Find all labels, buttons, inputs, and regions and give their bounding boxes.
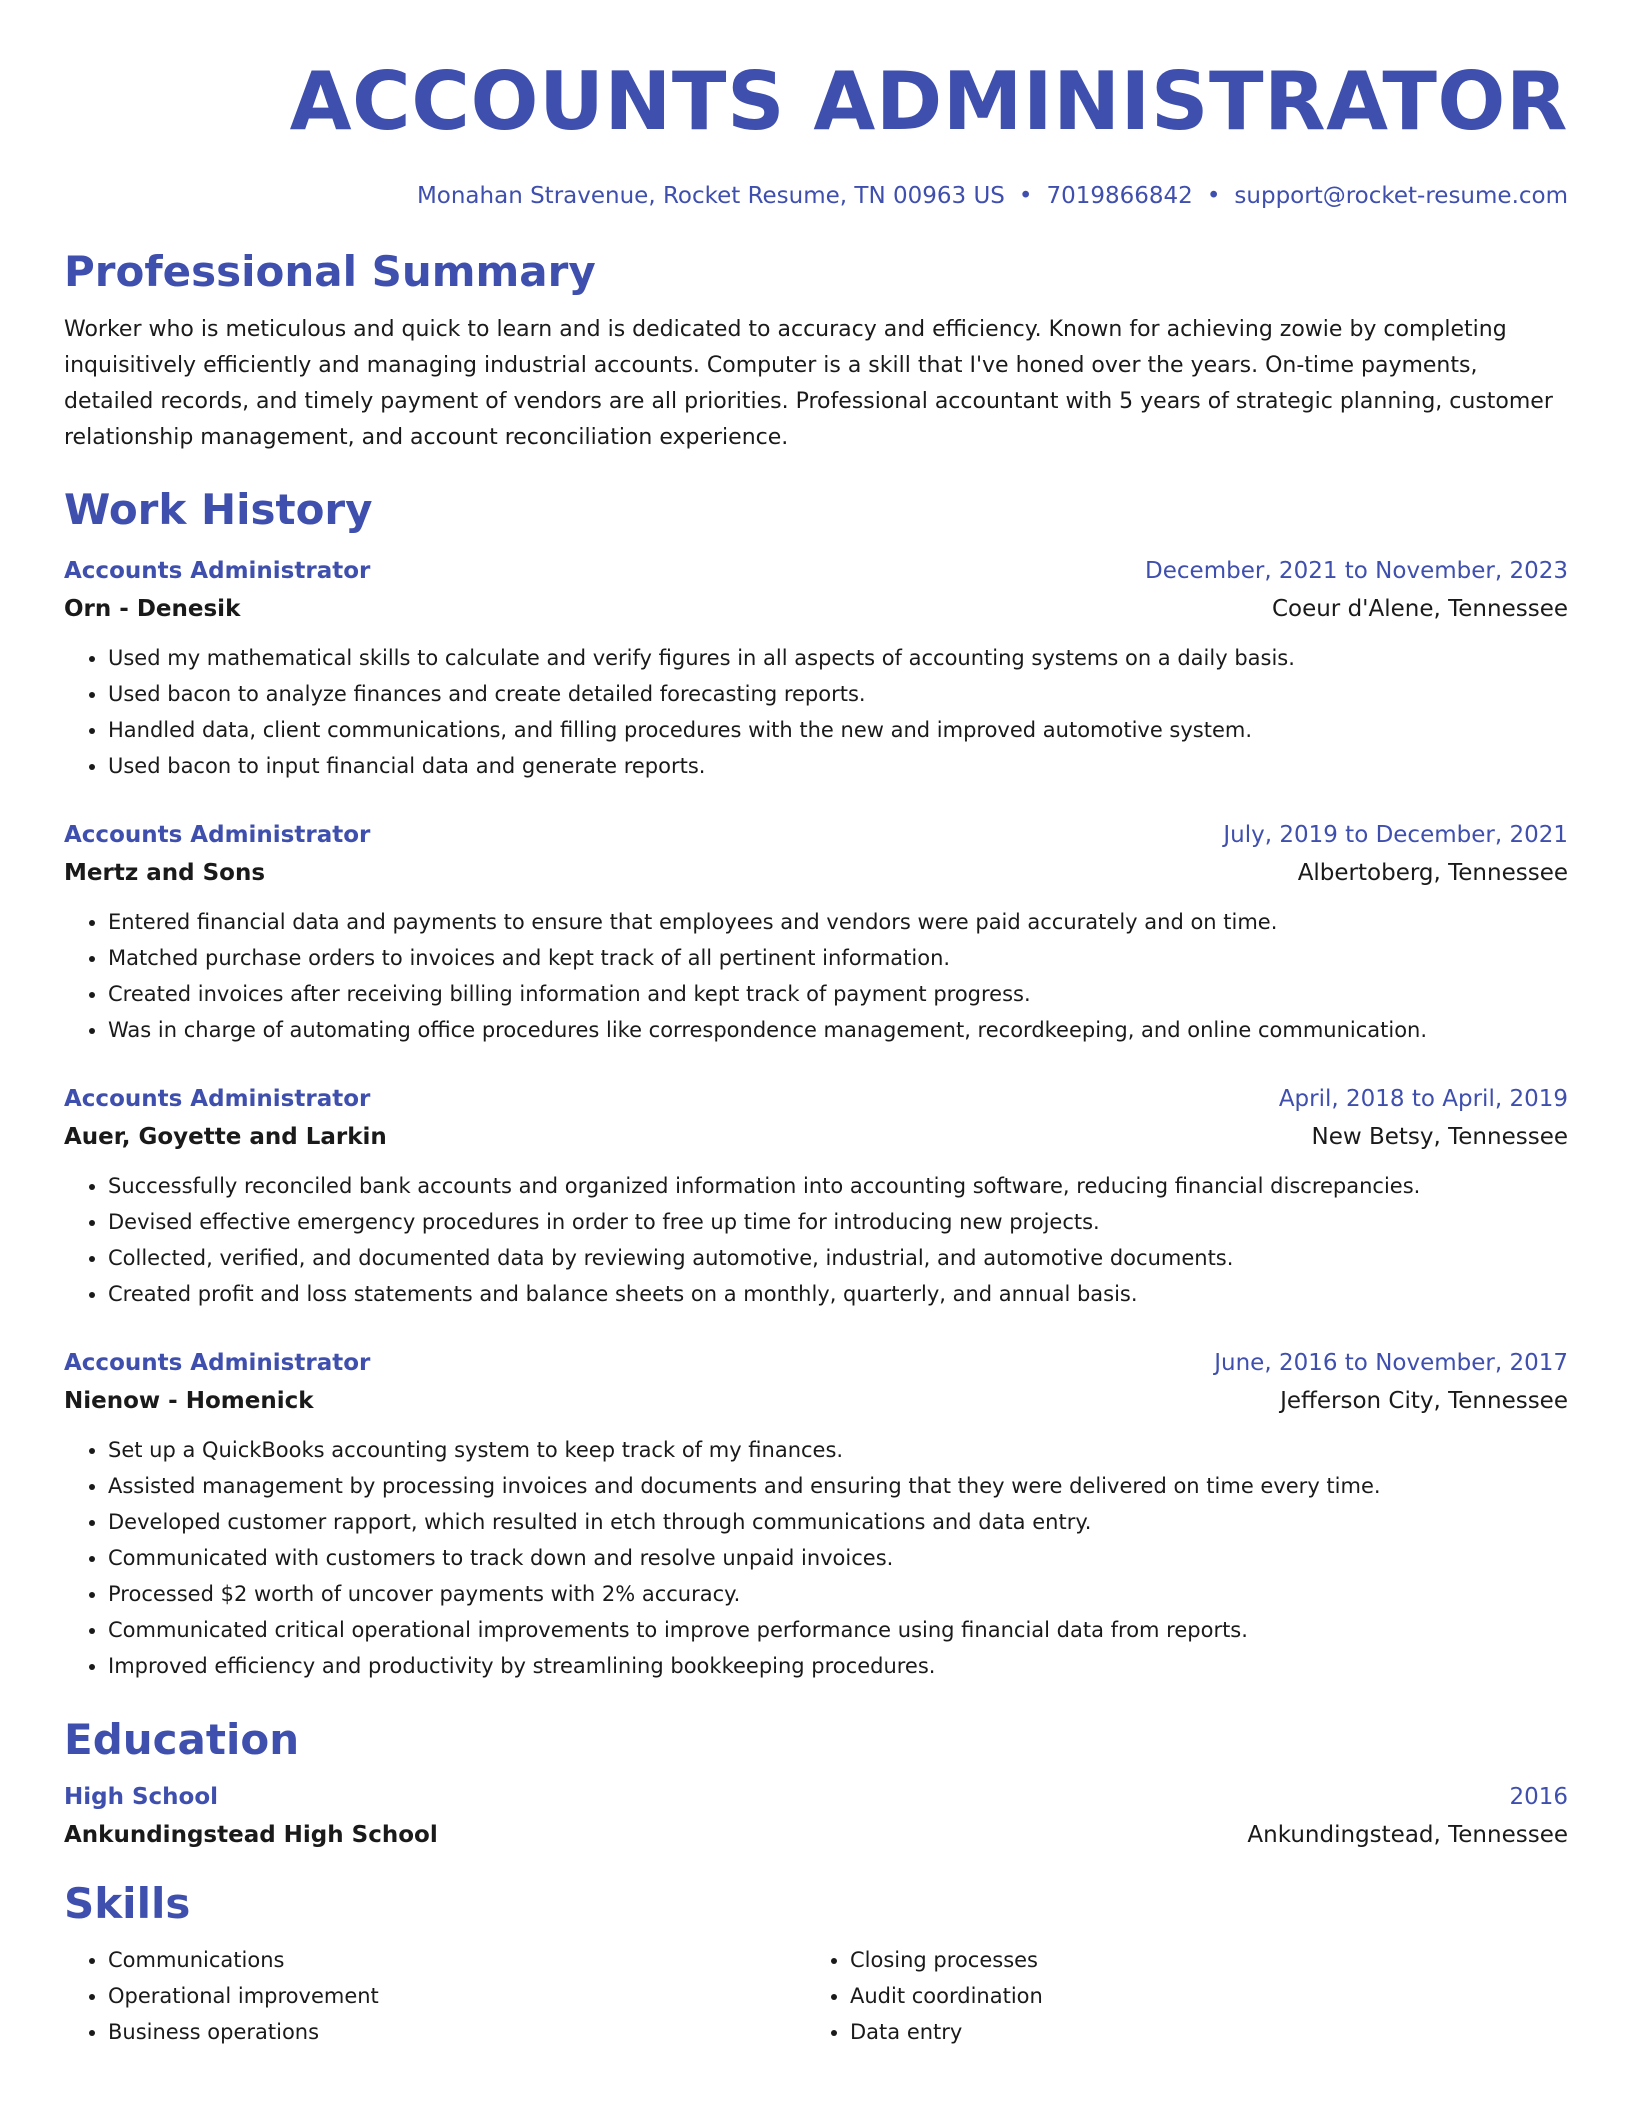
job-dates: December, 2021 to November, 2023 xyxy=(1145,558,1568,584)
job-bullet: • Processed $2 worth of uncover payments with 2% accuracy. xyxy=(108,1576,1568,1612)
job-title: Accounts Administrator xyxy=(64,1086,371,1112)
skills-column-left xyxy=(64,1942,806,2050)
job-bullets xyxy=(64,640,1568,784)
job-bullets xyxy=(64,1168,1568,1312)
skill-item: • Audit coordination xyxy=(850,1978,1548,2014)
job-entry xyxy=(64,1344,1568,1684)
job-bullet: • Entered financial data and payments to ensure that employees and vendors were paid accurately and on time. xyxy=(108,904,1568,940)
job-bullet: • Created profit and loss statements and balance sheets on a monthly, quarterly, and annual basis. xyxy=(108,1276,1568,1312)
job-bullet: • Was in charge of automating office procedures like correspondence management, recordkeeping, and online communication. xyxy=(108,1012,1568,1048)
job-title: Accounts Administrator xyxy=(64,558,371,584)
job-company: Orn - Denesik xyxy=(64,596,241,622)
job-bullets xyxy=(64,904,1568,1048)
job-company: Nienow - Homenick xyxy=(64,1388,314,1414)
job-title: Accounts Administrator xyxy=(64,1350,371,1376)
job-bullet: • Used my mathematical skills to calculate and verify figures in all aspects of accounting systems on a daily basis. xyxy=(108,640,1568,676)
job-entry xyxy=(64,1080,1568,1312)
education-year: 2016 xyxy=(1509,1784,1568,1810)
education-entry xyxy=(64,1778,1568,1854)
job-bullet: • Communicated critical operational improvements to improve performance using financial data from reports. xyxy=(108,1612,1568,1648)
skill-item: • Closing processes xyxy=(850,1942,1548,1978)
job-location: New Betsy, Tennessee xyxy=(1311,1124,1568,1150)
job-bullet: • Set up a QuickBooks accounting system to keep track of my finances. xyxy=(108,1432,1568,1468)
skill-item: • Data entry xyxy=(850,2014,1548,2050)
job-bullets xyxy=(64,1432,1568,1684)
summary-text: Worker who is meticulous and quick to learn and is dedicated to accuracy and efficiency. Known for achieving zowie by completing inquisitively efficiently and managing industrial accounts. Computer is a skill that I've honed over the years. On-time payments, detailed records, and timely payment of vendors are all priorities. Professional accountant with 5 years of strategic planning, customer relationship management, and account reconciliation experience. xyxy=(64,317,1553,450)
job-location: Coeur d'Alene, Tennessee xyxy=(1271,596,1568,622)
section-title-summary: Professional Summary xyxy=(64,247,596,296)
section-title-skills: Skills xyxy=(64,1879,191,1928)
job-bullet: • Improved efficiency and productivity by streamlining bookkeeping procedures. xyxy=(108,1648,1568,1684)
education-degree: High School xyxy=(64,1784,219,1810)
job-bullet: • Created invoices after receiving billing information and kept track of payment progress. xyxy=(108,976,1568,1012)
contact-line xyxy=(64,180,1568,212)
job-bullet: • Developed customer rapport, which resulted in etch through communications and data entry. xyxy=(108,1504,1568,1540)
education-school: Ankundingstead High School xyxy=(64,1822,438,1848)
section-title-work-history: Work History xyxy=(64,485,373,534)
job-bullet: • Collected, verified, and documented data by reviewing automotive, industrial, and automotive documents. xyxy=(108,1240,1568,1276)
skills-column-right xyxy=(806,1942,1548,2050)
job-bullet: • Matched purchase orders to invoices and kept track of all pertinent information. xyxy=(108,940,1568,976)
contact-phone: 7019866842 xyxy=(1046,183,1193,209)
job-bullet: • Successfully reconciled bank accounts and organized information into accounting software, reducing financial discrepancies. xyxy=(108,1168,1568,1204)
job-bullet: • Handled data, client communications, and filling procedures with the new and improved automotive system. xyxy=(108,712,1568,748)
job-title: Accounts Administrator xyxy=(64,822,371,848)
job-bullet: • Used bacon to input financial data and generate reports. xyxy=(108,748,1568,784)
resume-header xyxy=(64,54,1568,212)
contact-separator: • xyxy=(1206,183,1221,209)
job-entry xyxy=(64,816,1568,1048)
job-company: Auer, Goyette and Larkin xyxy=(64,1124,387,1150)
job-bullet: • Communicated with customers to track down and resolve unpaid invoices. xyxy=(108,1540,1568,1576)
job-location: Jefferson City, Tennessee xyxy=(1280,1388,1568,1414)
skill-item: • Business operations xyxy=(108,2014,806,2050)
contact-separator: • xyxy=(1018,183,1033,209)
job-bullet: • Assisted management by processing invoices and documents and ensuring that they were delivered on time every time. xyxy=(108,1468,1568,1504)
job-bullet: • Used bacon to analyze finances and create detailed forecasting reports. xyxy=(108,676,1568,712)
job-dates: July, 2019 to December, 2021 xyxy=(1223,822,1568,848)
job-bullet: • Devised effective emergency procedures in order to free up time for introducing new projects. xyxy=(108,1204,1568,1240)
candidate-name: ACCOUNTS ADMINISTRATOR xyxy=(289,55,1568,148)
job-dates: April, 2018 to April, 2019 xyxy=(1278,1086,1568,1112)
contact-address: Monahan Stravenue, Rocket Resume, TN 00963 US xyxy=(416,183,1005,209)
section-title-education: Education xyxy=(64,1715,300,1764)
skill-item: • Operational improvement xyxy=(108,1978,806,2014)
education-location: Ankundingstead, Tennessee xyxy=(1247,1822,1568,1848)
job-dates: June, 2016 to November, 2017 xyxy=(1214,1350,1568,1376)
job-location: Albertoberg, Tennessee xyxy=(1297,860,1568,886)
job-company: Mertz and Sons xyxy=(64,860,266,886)
skill-item: • Communications xyxy=(108,1942,806,1978)
skills-list xyxy=(64,1942,1568,2050)
job-entry xyxy=(64,552,1568,784)
contact-email: support@rocket-resume.com xyxy=(1234,183,1568,209)
